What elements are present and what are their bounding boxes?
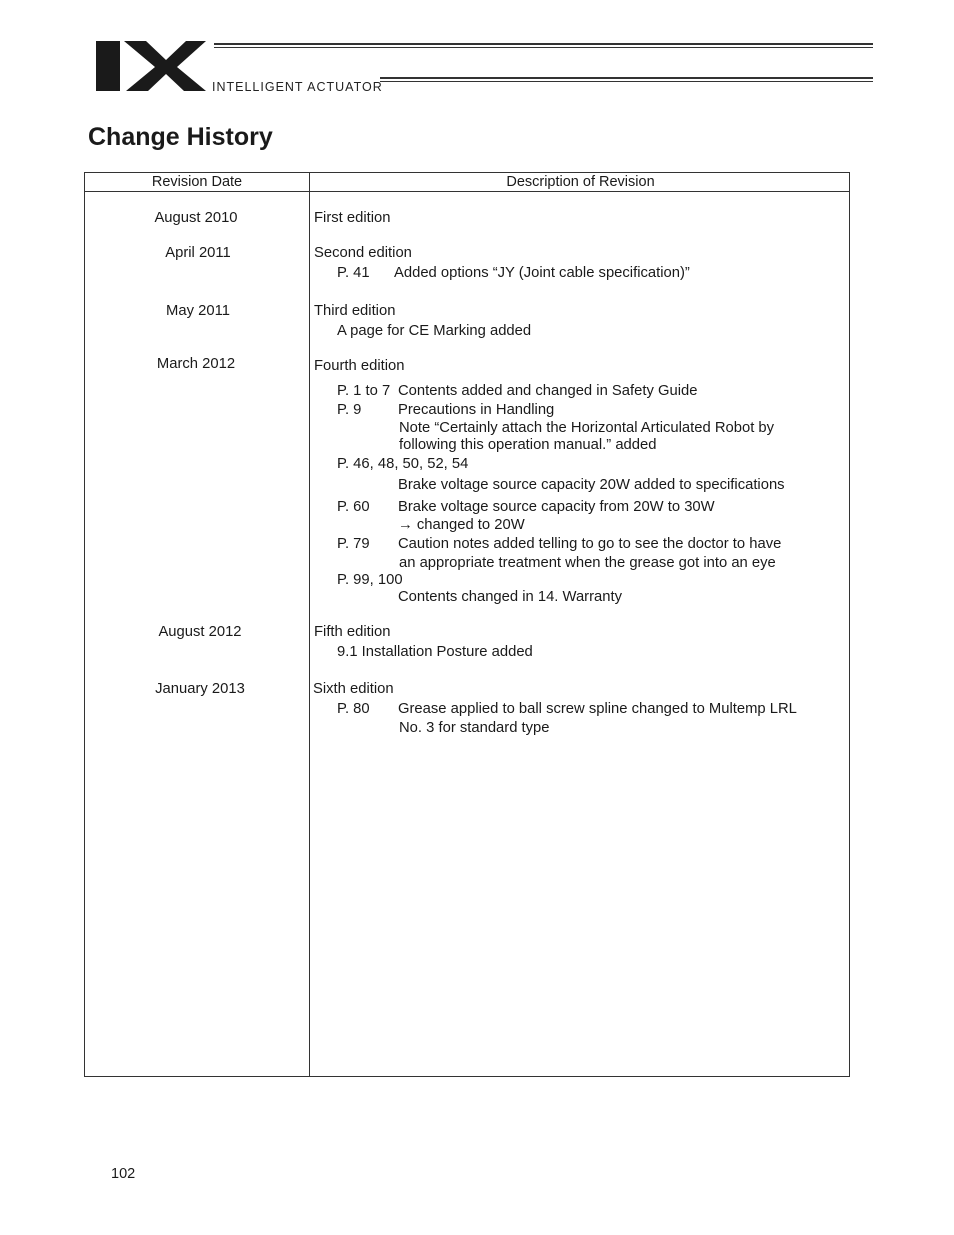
header-rule-top-thin: [214, 47, 873, 48]
column-header-description: Description of Revision: [506, 174, 655, 190]
revision-page-ref: P. 1 to 7: [337, 383, 391, 399]
edition-label: Sixth edition: [313, 681, 394, 697]
revision-page-ref: P. 60: [337, 499, 370, 515]
revision-item-line: → changed to 20W: [398, 517, 525, 533]
edition-label: Third edition: [314, 303, 396, 319]
revision-item-text: A page for CE Marking added: [337, 323, 532, 339]
revision-item-line: Note “Certainly attach the Horizontal Articulated Robot by: [399, 420, 775, 436]
header-divider: [85, 191, 849, 192]
revision-item-line: Contents changed in 14. Warranty: [398, 589, 622, 605]
edition-label: Fifth edition: [314, 624, 391, 640]
revision-date: March 2012: [156, 356, 236, 372]
revision-page-ref: P. 41: [337, 265, 370, 281]
edition-label: Second edition: [314, 245, 412, 261]
revision-item-text: Contents added and changed in Safety Guide: [398, 383, 698, 399]
revision-item-text: Caution notes added telling to go to see the doctor to have: [398, 536, 782, 552]
column-header-date: Revision Date: [151, 174, 243, 190]
ix-logo: [96, 40, 208, 92]
revision-date: January 2013: [155, 681, 245, 697]
revision-page-ref: P. 79: [337, 536, 370, 552]
brand-name: INTELLIGENT ACTUATOR: [212, 80, 383, 94]
revision-item-text: Added options “JY (Joint cable specification)”: [394, 265, 690, 281]
revision-page-ref: P. 9: [337, 402, 362, 418]
revision-page-ref: P. 46, 48, 50, 52, 54: [337, 456, 469, 472]
page-title: Change History: [88, 123, 273, 151]
revision-item-line: No. 3 for standard type: [399, 720, 550, 736]
header-rule-bottom: [380, 77, 873, 79]
revision-item-text: Grease applied to ball screw spline changed to Multemp LRL: [398, 701, 797, 717]
edition-label: Fourth edition: [314, 358, 405, 374]
revision-item-text: 9.1 Installation Posture added: [337, 644, 533, 660]
revision-item-line: Brake voltage source capacity 20W added to specifications: [398, 477, 785, 493]
header-rule-bottom-thin: [380, 81, 873, 82]
revision-item-line: following this operation manual.” added: [399, 437, 657, 453]
page-number: 102: [111, 1166, 136, 1182]
revision-date: August 2010: [154, 210, 238, 226]
header-rule-top: [214, 43, 873, 45]
revision-item-text: Brake voltage source capacity from 20W to 30W: [398, 499, 715, 515]
edition-label: First edition: [314, 210, 391, 226]
revision-item-text: Precautions in Handling: [398, 402, 555, 418]
revision-date: May 2011: [166, 303, 230, 319]
revision-page-ref: P. 80: [337, 701, 370, 717]
revision-page-ref: P. 99, 100: [337, 572, 403, 588]
revision-item-line: an appropriate treatment when the grease got into an eye: [399, 555, 776, 571]
revision-date: April 2011: [165, 245, 231, 261]
revision-date: August 2012: [158, 624, 242, 640]
